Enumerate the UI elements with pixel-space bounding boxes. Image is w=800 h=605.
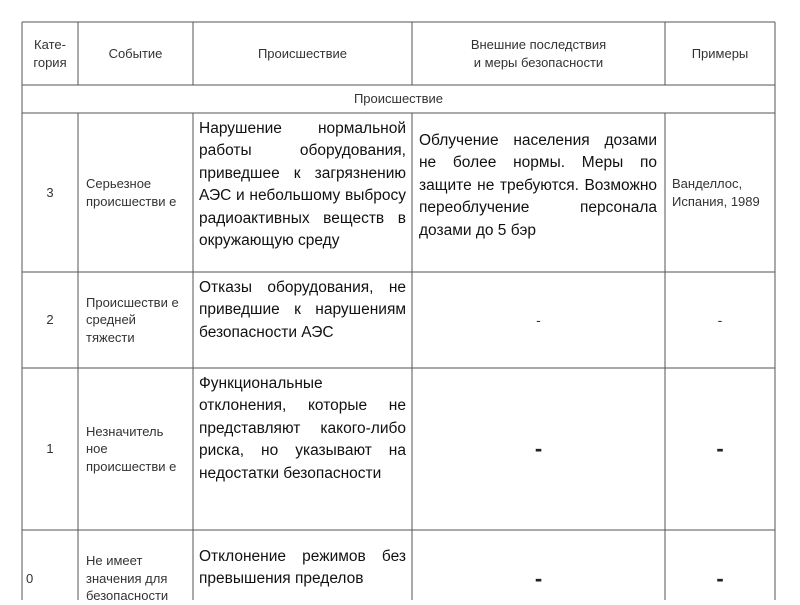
row-2-event-text: Происшестви е средней тяжести — [86, 294, 179, 345]
row-1-category: 1 — [46, 441, 54, 457]
row-3-event — [86, 113, 188, 272]
row-1-consequences: - — [534, 436, 543, 461]
section-title: Происшествие — [353, 91, 444, 107]
row-1-event-text: Незначитель ное происшестви е — [86, 423, 177, 474]
row-0-examples: - — [716, 566, 724, 591]
row-1-examples: - — [716, 436, 724, 461]
header-consequences: Внешние последствия и меры безопасности — [470, 36, 607, 70]
row-3-examples — [672, 113, 770, 272]
row-3-incident: Нарушение нормальной работы оборудования, приведшее к загрязнению АЭС и небольшому выбросу радиоактивных веществ в окружающую среду — [199, 120, 406, 250]
row-0-event: Не имеет значения для безопасности — [86, 553, 169, 604]
header-event: Событие — [108, 45, 163, 61]
header-examples: Примеры — [691, 45, 749, 61]
row-3-event-text: Серьезное происшестви е — [86, 175, 177, 209]
row-2-incident: Отказы оборудования, не приведшие к нарушениям безопасности АЭС — [199, 279, 406, 341]
row-3-consequences: Облучение населения дозами не более нормы. Меры по защите не требуются. Возможно переоблучение персонала дозами до 5 бэр — [419, 132, 657, 239]
header-incident: Происшествие — [257, 45, 348, 61]
row-2-examples: - — [717, 312, 723, 328]
row-0-consequences: - — [534, 566, 543, 591]
row-0-category: 0 — [26, 571, 34, 586]
row-3-examples-text: Ванделлос, Испания, 1989 — [672, 175, 760, 209]
row-2-category: 2 — [46, 312, 54, 328]
row-0-incident: Отклонение режимов без превышения пределов — [199, 548, 406, 588]
row-1-event — [86, 368, 188, 530]
row-2-consequences: - — [536, 312, 541, 328]
row-3-category: 3 — [46, 184, 54, 200]
row-2-event — [86, 272, 188, 368]
header-category: Кате- гория — [33, 36, 67, 70]
row-1-incident: Функциональные отклонения, которые не представляют какого-либо риска, но указывают на недостатки безопасности — [199, 375, 406, 482]
